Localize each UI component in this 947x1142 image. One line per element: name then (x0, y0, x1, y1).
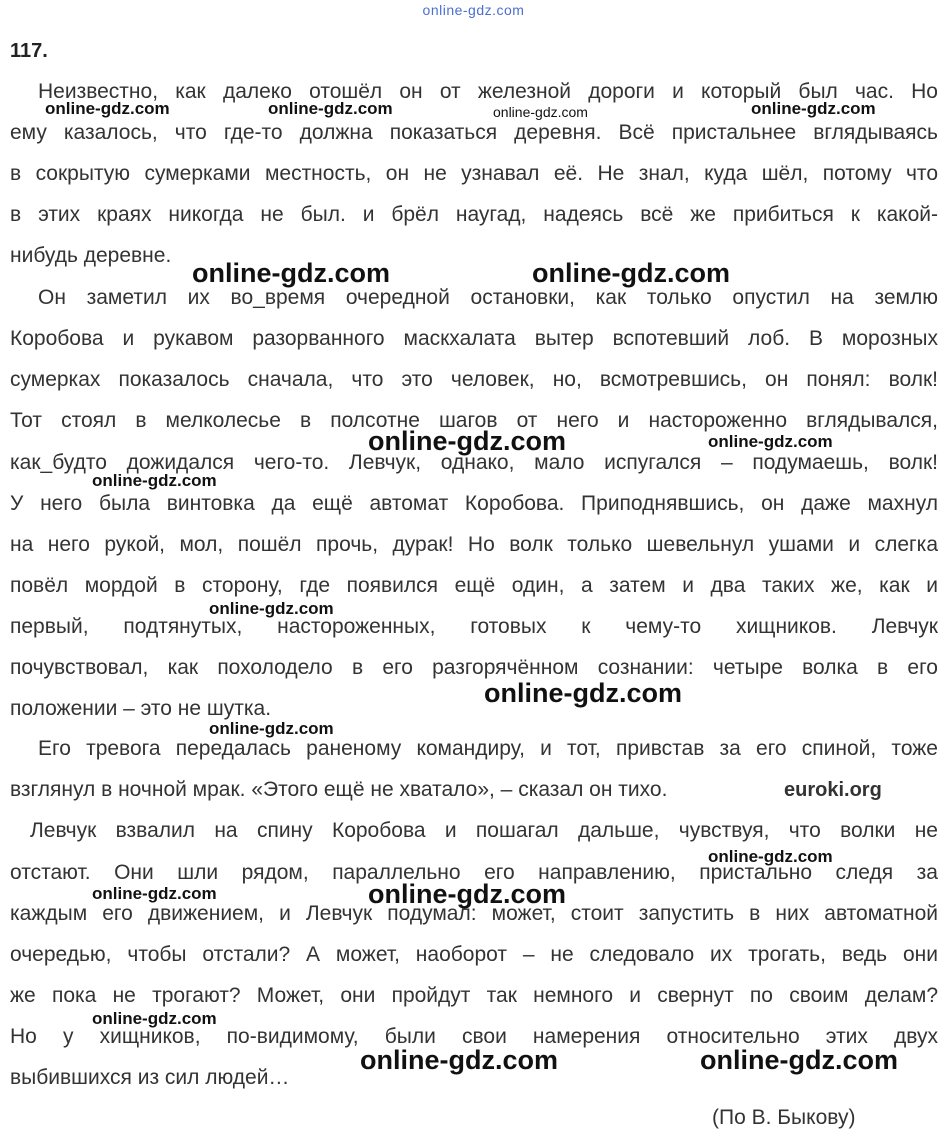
text-line: почувствовал, как похолодело в его разгорячённом сознании: четыре волка в его (10, 656, 938, 679)
watermark: online-gdz.com (209, 599, 334, 618)
watermark: online-gdz.com (45, 99, 170, 118)
text-line: как_будто дожидался чего-то. Левчук, однако, мало испугался – подумаешь, волк! (10, 451, 938, 474)
text-line: ему казалось, что где-то должна показаться деревня. Всё пристальнее вглядываясь (10, 121, 938, 144)
text-line: очередью, чтобы отстали? А может, наоборот – не следовало их трогать, ведь они (10, 943, 938, 966)
watermark: online-gdz.com (700, 1045, 898, 1075)
text-line: Он заметил их во_время очередной остановки, как только опустил на землю (38, 286, 938, 309)
watermark: online-gdz.com (92, 1009, 217, 1028)
text-line: сумерках показалось сначала, что это человек, но, всмотревшись, он понял: волк! (10, 368, 938, 391)
text-line: У него была винтовка да ещё автомат Коробова. Приподнявшись, он даже махнул (10, 492, 938, 515)
watermark-euroki: euroki.org (784, 779, 882, 801)
text-line: выбившихся из сил людей… (10, 1066, 290, 1089)
text-line: же пока не трогают? Может, они пройдут так немного и свернут по своим делам? (10, 984, 938, 1007)
text-line: Левчук взвалил на спину Коробова и пошагал дальше, чувствуя, что волки не (30, 819, 938, 842)
watermark: online-gdz.com (92, 884, 217, 903)
watermark: online-gdz.com (708, 847, 833, 866)
watermark: online-gdz.com (493, 104, 588, 120)
watermark: online-gdz.com (484, 678, 682, 708)
watermark: online-gdz.com (360, 1045, 558, 1075)
text-line: нибудь деревне. (10, 244, 172, 267)
text-line: Его тревога передалась раненому командиру, и тот, привстав за его спиной, тоже (38, 737, 938, 760)
text-line: Но у хищников, по-видимому, были свои намерения относительно этих двух (10, 1025, 938, 1048)
watermark: online-gdz.com (708, 432, 833, 451)
text-line: взглянул в ночной мрак. «Этого ещё не хватало», – сказал он тихо. (10, 778, 668, 801)
text-line: Неизвестно, как далеко отошёл он от железной дороги и который был час. Но (38, 80, 938, 103)
text-line: Коробова и рукавом разорванного маскхалата вытер вспотевший лоб. В морозных (10, 327, 938, 350)
text-line: на него рукой, мол, пошёл прочь, дурак! Но волк только шевельнул ушами и слегка (10, 533, 938, 556)
text-line: в сокрытую сумерками местность, он не узнавал её. Не знал, куда шёл, потому что (10, 162, 938, 185)
text-line: Тот стоял в мелколесье в полсотне шагов от него и настороженно вглядывался, (10, 409, 938, 432)
text-line: первый, подтянутых, настороженных, готовых к чему-то хищников. Левчук (10, 615, 938, 638)
watermark: online-gdz.com (368, 879, 566, 909)
task-number: 117. (10, 40, 48, 62)
watermark: online-gdz.com (368, 426, 566, 456)
text-line: в этих краях никогда не был. и брёл наугад, надеясь всё же прибиться к какой- (10, 203, 938, 226)
watermark: online-gdz.com (192, 258, 390, 288)
watermark: online-gdz.com (268, 99, 393, 118)
text-line: отстают. Они шли рядом, параллельно его направлению, пристально следя за (10, 861, 938, 884)
author-attribution: (По В. Быкову) (712, 1106, 856, 1129)
watermark: online-gdz.com (92, 471, 217, 490)
text-line: каждым его движением, и Левчук подумал: может, стоит запустить в них автоматной (10, 902, 938, 925)
watermark: online-gdz.com (532, 258, 730, 288)
header-watermark: online-gdz.com (422, 2, 525, 18)
text-line: повёл мордой в сторону, где появился ещё один, а затем и два таких же, как и (10, 574, 938, 597)
watermark: online-gdz.com (751, 99, 876, 118)
text-line: положении – это не шутка. (10, 697, 272, 720)
watermark: online-gdz.com (209, 719, 334, 738)
